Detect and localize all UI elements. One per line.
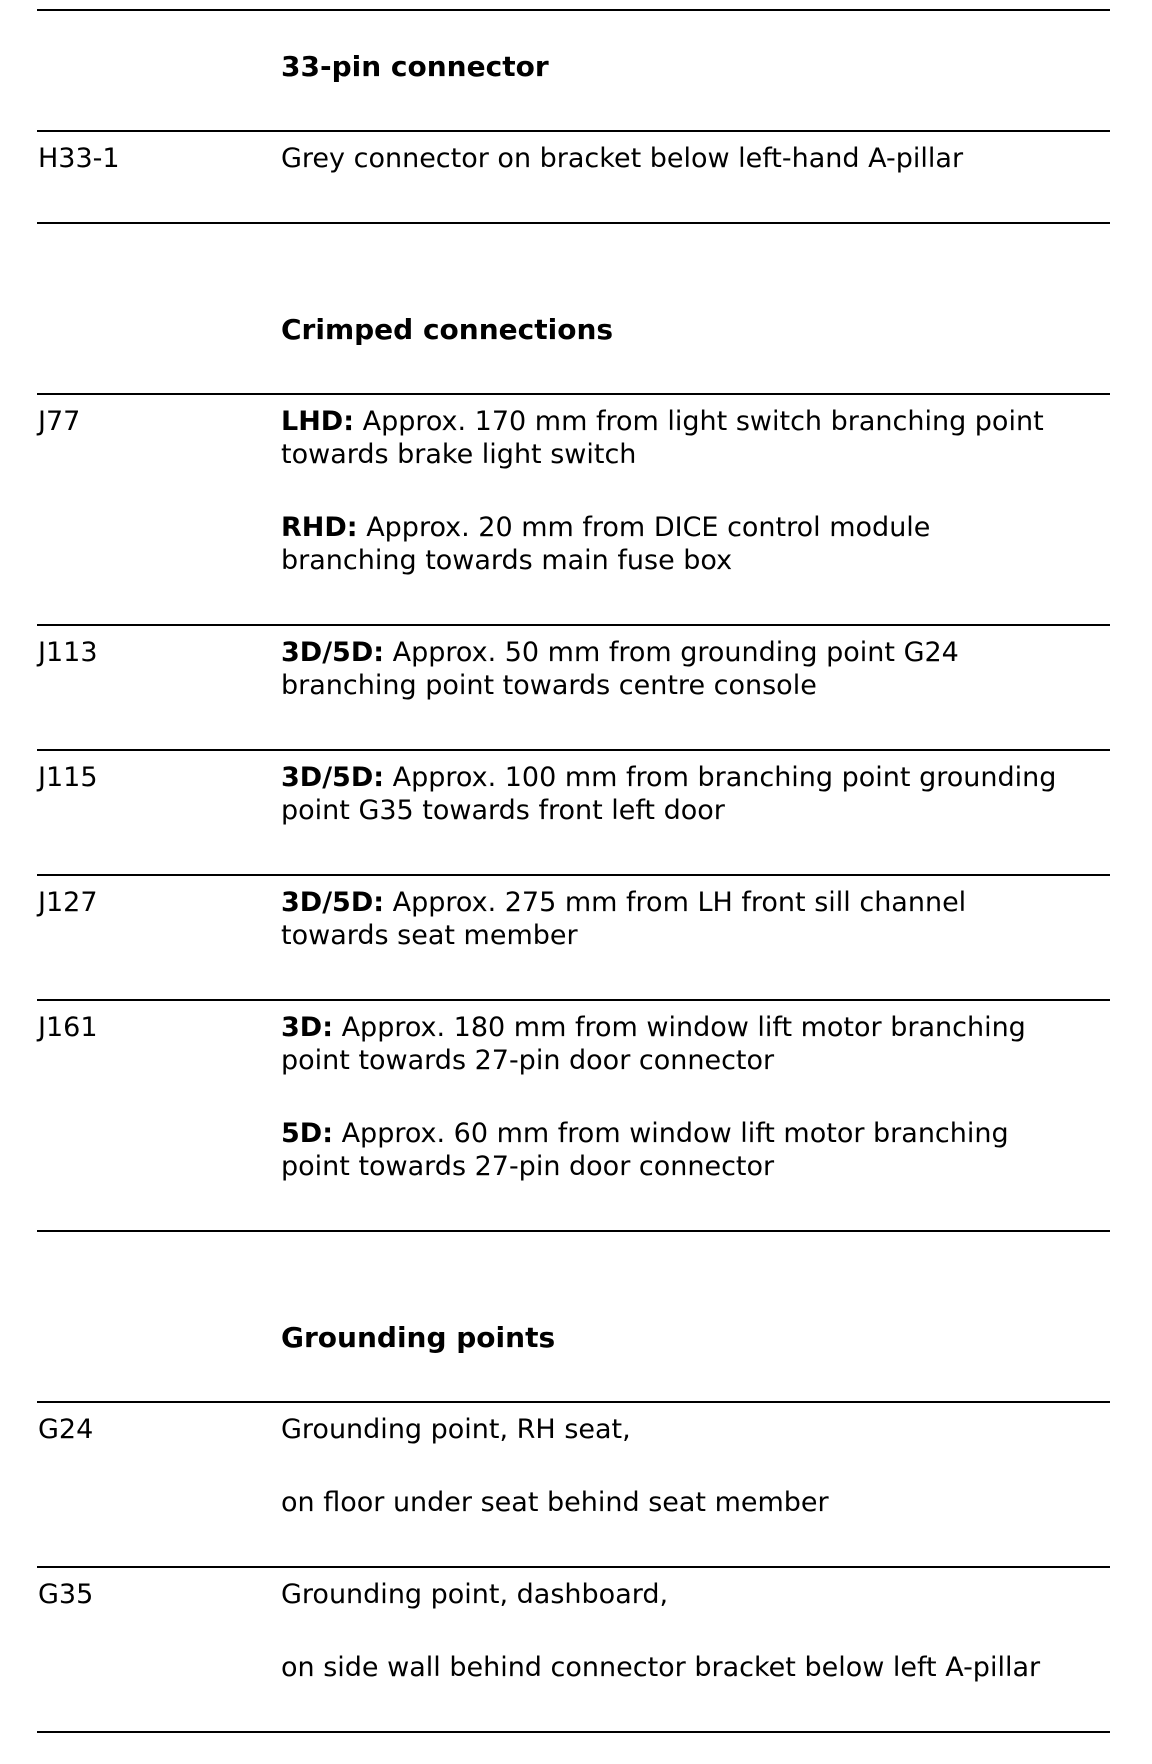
table-rule (37, 222, 1110, 224)
variant-label: 5D: (281, 1118, 333, 1149)
row-text-j77-lhd-line2: towards brake light switch (281, 439, 637, 470)
table-rule (37, 1401, 1110, 1403)
row-text-j115-line2: point G35 towards front left door (281, 795, 725, 826)
row-code-j161: J161 (38, 1012, 98, 1043)
row-text-j115-line1: 3D/5D: Approx. 100 mm from branching point grounding (281, 762, 1057, 793)
row-text-j113-line1: 3D/5D: Approx. 50 mm from grounding point G24 (281, 637, 959, 668)
row-text-g24-line1: Grounding point, RH seat, (281, 1414, 631, 1445)
row-text-j77-lhd-line1: LHD: Approx. 170 mm from light switch branching point (281, 406, 1044, 437)
row-code-j113: J113 (38, 637, 98, 668)
row-code-g35: G35 (38, 1579, 94, 1610)
row-text-j161-5d-line1: 5D: Approx. 60 mm from window lift motor branching (281, 1118, 1009, 1149)
table-rule (37, 1731, 1110, 1733)
variant-label: 3D/5D: (281, 887, 385, 918)
row-code-g24: G24 (38, 1414, 94, 1445)
row-text-j161-3d-line1: 3D: Approx. 180 mm from window lift motor branching (281, 1012, 1026, 1043)
variant-label: 3D/5D: (281, 762, 385, 793)
table-rule (37, 999, 1110, 1001)
section-heading-grounding-points: Grounding points (281, 1321, 556, 1354)
row-text-g35-line2: on side wall behind connector bracket below left A-pillar (281, 1652, 1041, 1683)
variant-label: RHD: (281, 512, 358, 543)
row-text-j127-line1: 3D/5D: Approx. 275 mm from LH front sill channel (281, 887, 967, 918)
row-text-j113-line2: branching point towards centre console (281, 670, 817, 701)
table-rule (37, 874, 1110, 876)
table-rule (37, 393, 1110, 395)
variant-label: 3D: (281, 1012, 333, 1043)
table-rule (37, 624, 1110, 626)
row-code-h33-1: H33-1 (38, 143, 120, 174)
table-rule (37, 1230, 1110, 1232)
section-heading-crimped-connections: Crimped connections (281, 313, 614, 346)
row-text-j127-line2: towards seat member (281, 920, 578, 951)
row-code-j115: J115 (38, 762, 98, 793)
row-text-j161-5d-line2: point towards 27-pin door connector (281, 1151, 775, 1182)
variant-label: LHD: (281, 406, 355, 437)
table-rule (37, 749, 1110, 751)
row-text-g24-line2: on floor under seat behind seat member (281, 1487, 829, 1518)
row-text-g35-line1: Grounding point, dashboard, (281, 1579, 669, 1610)
table-rule (37, 130, 1110, 132)
table-rule (37, 9, 1110, 11)
row-code-j77: J77 (38, 406, 81, 437)
row-code-j127: J127 (38, 887, 98, 918)
row-text-h33-1: Grey connector on bracket below left-hand A-pillar (281, 143, 964, 174)
row-text-j77-rhd-line2: branching towards main fuse box (281, 545, 733, 576)
row-text-j77-rhd-line1: RHD: Approx. 20 mm from DICE control module (281, 512, 931, 543)
table-rule (37, 1566, 1110, 1568)
row-text-j161-3d-line2: point towards 27-pin door connector (281, 1045, 775, 1076)
variant-label: 3D/5D: (281, 637, 385, 668)
section-heading-33-pin-connector: 33-pin connector (281, 50, 549, 83)
